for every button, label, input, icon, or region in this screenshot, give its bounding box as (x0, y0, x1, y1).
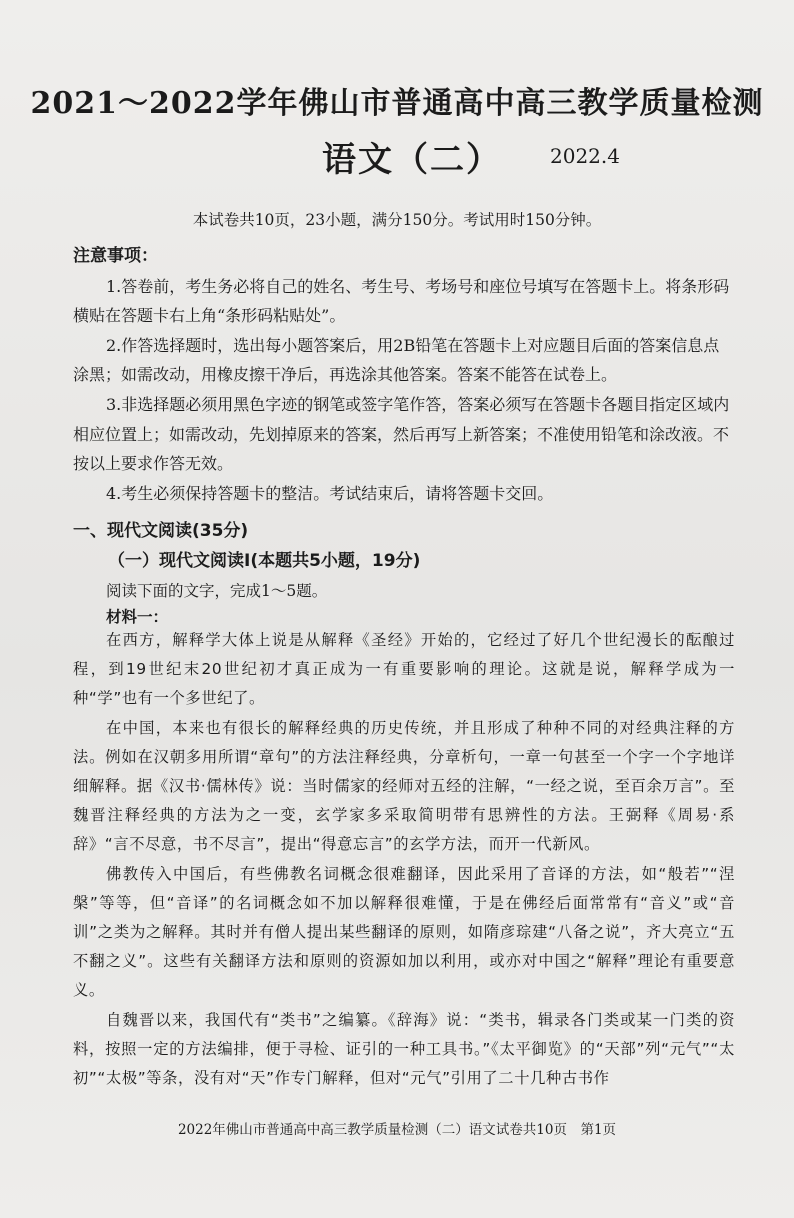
notice-item: 3.非选择题必须用黑色字迹的钢笔或签字笔作答，答案必须写在答题卡各题目指定区域内相应位置上；如需改动，先划掉原来的答案，然后再写上新答案；不准使用铅笔和涂改液。不按以上要求作答无效。 (73, 394, 730, 474)
reading-passage (73, 626, 735, 1093)
passage-paragraph: 在西方，解释学大体上说是从解释《圣经》开始的，它经过了好几个世纪漫长的酝酿过程，到19世纪末20世纪初才真正成为一有重要影响的理论。这就是说，解释学成为一种“学”也有一个多世纪了。 (73, 631, 735, 708)
passage-paragraph: 自魏晋以来，我国代有“类书”之编纂。《辞海》说：“类书，辑录各门类或某一门类的资料，按照一定的方法编排，便于寻检、证引的一种工具书。”《太平御览》的“天部”列“元气”“太初”“太极”等条，没有对“天”作专门解释，但对“元气”引用了二十几种古书作 (73, 1010, 735, 1088)
subject-row (0, 132, 794, 180)
exam-title: 2021～2022学年佛山市普通高中高三教学质量检测 (30, 86, 764, 121)
notice-heading: 注意事项： (73, 246, 158, 266)
passage-paragraph: 佛教传入中国后，有些佛教名词概念很难翻译，因此采用了音译的方法，如“般若”“涅槃”等等，但“音译”的名词概念如不加以解释很难懂，于是在佛经后面常常有“音义”或“音训”之类为之解释。其时并有僧人提出某些翻译的原则，如隋彦琮建“八备之说”，齐大亮立“五不翻之义”。这些有关翻译方法和原则的资源如加以利用，或亦对中国之“解释”理论有重要意义。 (73, 864, 735, 1000)
subsection-title: （一）现代文阅读Ⅰ(本题共5小题，19分) (108, 551, 421, 571)
reading-instruction: 阅读下面的文字，完成1～5题。 (106, 582, 328, 600)
subject-title: 语文（二） (322, 140, 502, 180)
section-title: 一、现代文阅读(35分) (73, 521, 249, 541)
notice-item: 4.考生必须保持答题卡的整洁。考试结束后，请将答题卡交回。 (106, 483, 554, 503)
passage-paragraph: 在中国，本来也有很长的解释经典的历史传统，并且形成了种种不同的对经典注释的方法。例如在汉朝多用所谓“章句”的方法注释经典，分章析句，一章一句甚至一个字一个字地详细解释。据《汉书·儒林传》说：当时儒家的经师对五经的注解，“一经之说，至百余万言”。至魏晋注释经典的方法为之一变，玄学家多采取简明带有思辨性的方法。王弼释《周易·系辞》“言不尽意，书不尽言”，提出“得意忘言”的玄学方法，而开一代新风。 (73, 718, 735, 854)
material-label: 材料一： (106, 607, 169, 626)
exam-date: 2022.4 (550, 144, 620, 168)
page-footer: 2022年佛山市普通高中高三教学质量检测（二）语文试卷共10页 第1页 (177, 1122, 617, 1138)
exam-info: 本试卷共10页，23小题，满分150分。考试用时150分钟。 (192, 211, 602, 229)
notice-item: 1.答卷前，考生务必将自己的姓名、考生号、考场号和座位号填写在答题卡上。将条形码横贴在答题卡右上角“条形码粘贴处”。 (73, 276, 730, 326)
notice-section (73, 242, 735, 508)
notice-item: 2.作答选择题时，选出每小题答案后，用2B铅笔在答题卡上对应题目后面的答案信息点涂黑；如需改动，用橡皮擦干净后，再选涂其他答案。答案不能答在试卷上。 (73, 335, 720, 385)
